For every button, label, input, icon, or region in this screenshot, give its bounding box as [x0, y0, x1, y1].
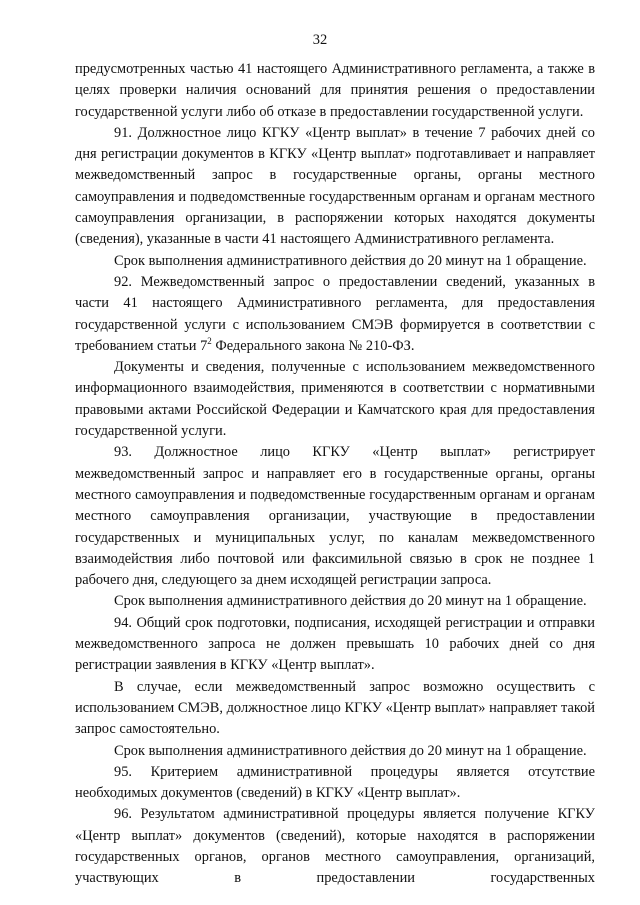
paragraph-96: 96. Результатом административной процедуры является получение КГКУ «Центр выплат» документов (сведений), которые находятся в распоряжении государственных органов, органов местного самоуправления, организаций, участвующих в предоставлении государственных: [75, 806, 595, 887]
paragraph-smev-case: В случае, если межведомственный запрос возможно осуществить с использованием СМЭВ, должностное лицо КГКУ «Центр выплат» направляет такой запрос самостоятельно.: [75, 678, 595, 738]
paragraph-92-superscript: 2: [207, 335, 212, 346]
paragraph-95: 95. Критерием административной процедуры является отсутствие необходимых документов (сведений) в КГКУ «Центр выплат».: [75, 763, 595, 802]
paragraph-92-text: 92. Межведомственный запрос о предоставлении сведений, указанных в части 41 настоящего Административного регламента, для предоставления государственной услуги с использованием СМЭВ формируется в соответствии с требованием статьи 7: [75, 273, 595, 354]
paragraph-92-tail: Федерального закона № 210-ФЗ.: [211, 337, 415, 354]
document-body: [75, 59, 595, 890]
paragraph-documents-info: Документы и сведения, полученные с использованием межведомственного информационного взаимодействия, применяются в соответствии с нормативными правовыми актами Российской Федерации и Камчатского края для предоставления государственной услуги.: [75, 359, 595, 440]
paragraph-deadline-1: Срок выполнения административного действия до 20 минут на 1 обращение.: [114, 252, 587, 269]
page-number: 32: [312, 32, 328, 48]
paragraph-91: 91. Должностное лицо КГКУ «Центр выплат» в течение 7 рабочих дней со дня регистрации документов в КГКУ «Центр выплат» подготавливает и направляет межведомственный запрос в государственные органы, органы местного самоуправления и подведомственные государственным органам и органам местного самоуправления организации, в распоряжении которых находятся документы (сведения), указанные в части 41 настоящего Административного регламента.: [75, 124, 595, 248]
paragraph-deadline-2: Срок выполнения административного действия до 20 минут на 1 обращение.: [114, 593, 587, 610]
paragraph-92: [75, 272, 595, 357]
paragraph-deadline-3: Срок выполнения административного действия до 20 минут на 1 обращение.: [114, 742, 587, 759]
paragraph-94: 94. Общий срок подготовки, подписания, исходящей регистрации и отправки межведомственного запроса не должен превышать 10 рабочих дней со дня регистрации заявления в КГКУ «Центр выплат».: [75, 614, 595, 674]
paragraph-continuation: предусмотренных частью 41 настоящего Административного регламента, а также в целях проверки наличия оснований для принятия решения о предоставлении государственной услуги либо об отказе в предоставлении государственной услуги.: [75, 61, 595, 120]
paragraph-93: 93. Должностное лицо КГКУ «Центр выплат» регистрирует межведомственный запрос и направляет его в государственные органы, органы местного самоуправления и подведомственные государственным органам и органам местного самоуправления организации, участвующие в предоставлении государственных и муниципальных услуг, по каналам межведомственного взаимодействия либо почтовой или факсимильной связью в срок не позднее 1 рабочего дня, следующего за днем исходящей регистрации запроса.: [75, 444, 595, 589]
